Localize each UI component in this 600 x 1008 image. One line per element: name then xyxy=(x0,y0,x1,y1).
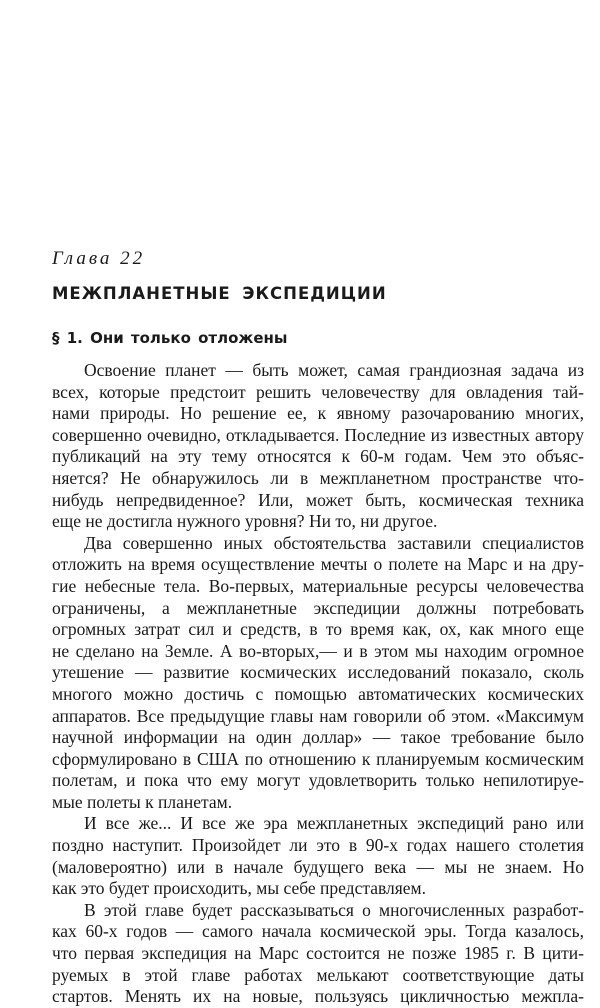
text-line: гие небесные тела. Во-первых, материальные ресурсы человечества xyxy=(52,575,584,596)
text-line: научной информации на один доллар» — такое требование было xyxy=(52,727,584,748)
text-line: как это будет происходить, мы себе представляем. xyxy=(52,878,427,899)
text-line: руемых в этой главе работах мелькают соответствующие даты xyxy=(52,964,584,985)
chapter-label: Глава 22 xyxy=(52,248,146,269)
body-text xyxy=(52,360,584,1008)
text-line: публикаций на эту тему относятся к 60-м годам. Чем это объяс- xyxy=(52,446,584,467)
text-line: стартов. Менять их на новые, пользуясь цикличностью межпла- xyxy=(52,986,584,1007)
text-line: нами природы. Но решение ее, к явному разочарованию многих, xyxy=(52,403,584,424)
text-line: что первая экспедиция на Марс состоится не позже 1985 г. В цити- xyxy=(52,943,584,964)
text-line: еще не достигла нужного уровня? Ни то, ни другое. xyxy=(52,511,438,532)
text-line: Два совершенно иных обстоятельства заставили специалистов xyxy=(84,532,584,553)
text-line: многого можно достичь с помощью автоматических космических xyxy=(52,683,584,704)
text-line: огромных затрат сил и средств, в то время как, ох, как много еще xyxy=(52,619,584,640)
text-line: всех, которые предстоит решить человечеству для овладения тай- xyxy=(52,381,584,402)
text-line: утешение — развитие космических исследований показало, сколь xyxy=(52,662,584,683)
text-line: нибудь непредвиденное? Или, может быть, космическая техника xyxy=(52,489,584,510)
text-line: совершенно очевидно, откладывается. Последние из известных автору xyxy=(52,424,584,445)
chapter-title: МЕЖПЛАНЕТНЫЕ ЭКСПЕДИЦИИ xyxy=(52,284,387,303)
text-line: аппаратов. Все предыдущие главы нам говорили об этом. «Максимум xyxy=(52,705,584,726)
text-line: Освоение планет — быть может, самая грандиозная задача из xyxy=(84,360,584,380)
text-line: отложить на время осуществление мечты о полете на Марс и на дру- xyxy=(52,554,584,575)
text-line: не сделано на Земле. А во-вторых,— и в этом мы находим огромное xyxy=(52,640,584,661)
text-line: сформулировано в США по отношению к планируемым космическим xyxy=(52,748,584,769)
text-line: ках 60-х годов — самого начала космической эры. Тогда казалось, xyxy=(52,921,584,942)
text-line: (маловероятно) или в начале будущего века — мы не знаем. Но xyxy=(52,856,584,877)
text-line: мые полеты к планетам. xyxy=(52,791,233,812)
text-line: няется? Не обнаружилось ли в межпланетном пространстве что- xyxy=(52,467,584,488)
text-line: В этой главе будет рассказываться о многочисленных разработ- xyxy=(84,899,584,920)
text-line: поздно наступит. Произойдет ли это в 90-х годах нашего столетия xyxy=(52,835,584,856)
text-line: ограничены, а межпланетные экспедиции должны потребовать xyxy=(52,597,584,618)
section-title: § 1. Они только отложены xyxy=(52,329,288,347)
text-line: полетам, и пока что ему могут удовлетворить только непилотируе- xyxy=(52,770,584,791)
text-line: И все же... И все же эра межпланетных экспедиций рано или xyxy=(84,813,584,834)
